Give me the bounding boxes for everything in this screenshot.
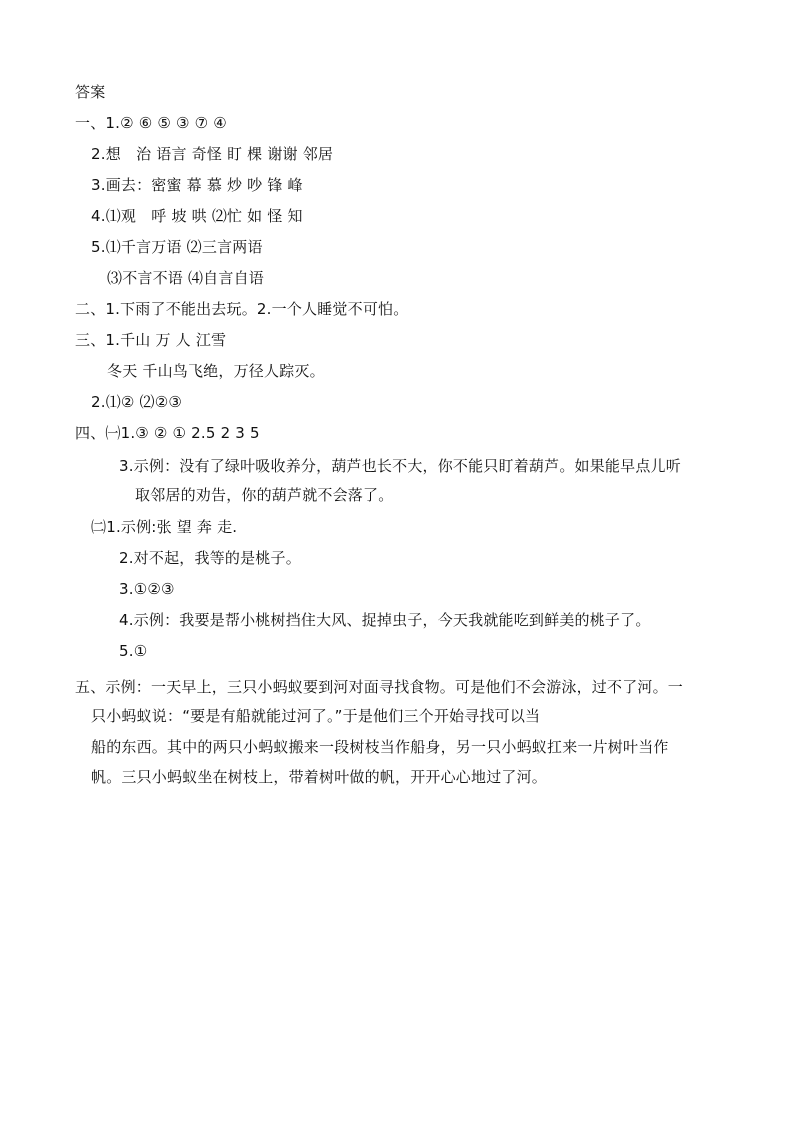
- answer-line-7: 二、1.下雨了不能出去玩。2.一个人睡觉不可怕。: [75, 300, 409, 318]
- answer-line-4: 4.⑴观 呼 坡 哄 ⑵忙 如 怪 知: [91, 207, 303, 225]
- answer-line-14: ㈡1.示例:张 望 奔 走.: [91, 518, 238, 536]
- answer-line-5: 5.⑴千言万语 ⑵三言两语: [91, 238, 263, 256]
- answer-line-2: 2.想 治 语言 奇怪 盯 棵 谢谢 邻居: [91, 145, 334, 163]
- answer-line-20: 只小蚂蚁说：“要是有船就能过河了。”于是他们三个开始寻找可以当: [91, 707, 541, 725]
- answer-line-21: 船的东西。其中的两只小蚂蚁搬来一段树枝当作船身，另一只小蚂蚁扛来一片树叶当作: [91, 738, 669, 756]
- answer-line-10: 2.⑴② ⑵②③: [91, 393, 183, 411]
- answer-line-15: 2.对不起，我等的是桃子。: [119, 549, 301, 567]
- page-title: 答案: [75, 83, 106, 101]
- answer-line-22: 帆。三只小蚂蚁坐在树枝上，带着树叶做的帆，开开心心地过了河。: [91, 768, 548, 786]
- answer-line-17: 4.示例：我要是帮小桃树挡住大风、捉掉虫子，今天我就能吃到鲜美的桃子了。: [119, 611, 651, 629]
- answer-line-16: 3.①②③: [119, 580, 175, 598]
- answer-line-6: ⑶不言不语 ⑷自言自语: [107, 269, 264, 287]
- answer-line-18: 5.①: [119, 642, 148, 660]
- answer-line-1: 一、1.② ⑥ ⑤ ③ ⑦ ④: [75, 114, 227, 132]
- answer-line-13: 取邻居的劝告，你的葫芦就不会落了。: [135, 486, 394, 504]
- answer-line-11: 四、㈠1.③ ② ① 2.5 2 3 5: [75, 424, 260, 442]
- answer-line-3: 3.画去：密蜜 幕 慕 炒 吵 锋 峰: [91, 176, 303, 194]
- answer-line-19: 五、示例：一天早上，三只小蚂蚁要到河对面寻找食物。可是他们不会游泳，过不了河。一: [75, 678, 684, 696]
- answer-line-12: 3.示例：没有了绿叶吸收养分，葫芦也长不大，你不能只盯着葫芦。如果能早点儿听: [119, 457, 681, 475]
- answer-line-9: 冬天 千山鸟飞绝，万径人踪灭。: [107, 362, 325, 380]
- answer-line-8: 三、1.千山 万 人 江雪: [75, 331, 227, 349]
